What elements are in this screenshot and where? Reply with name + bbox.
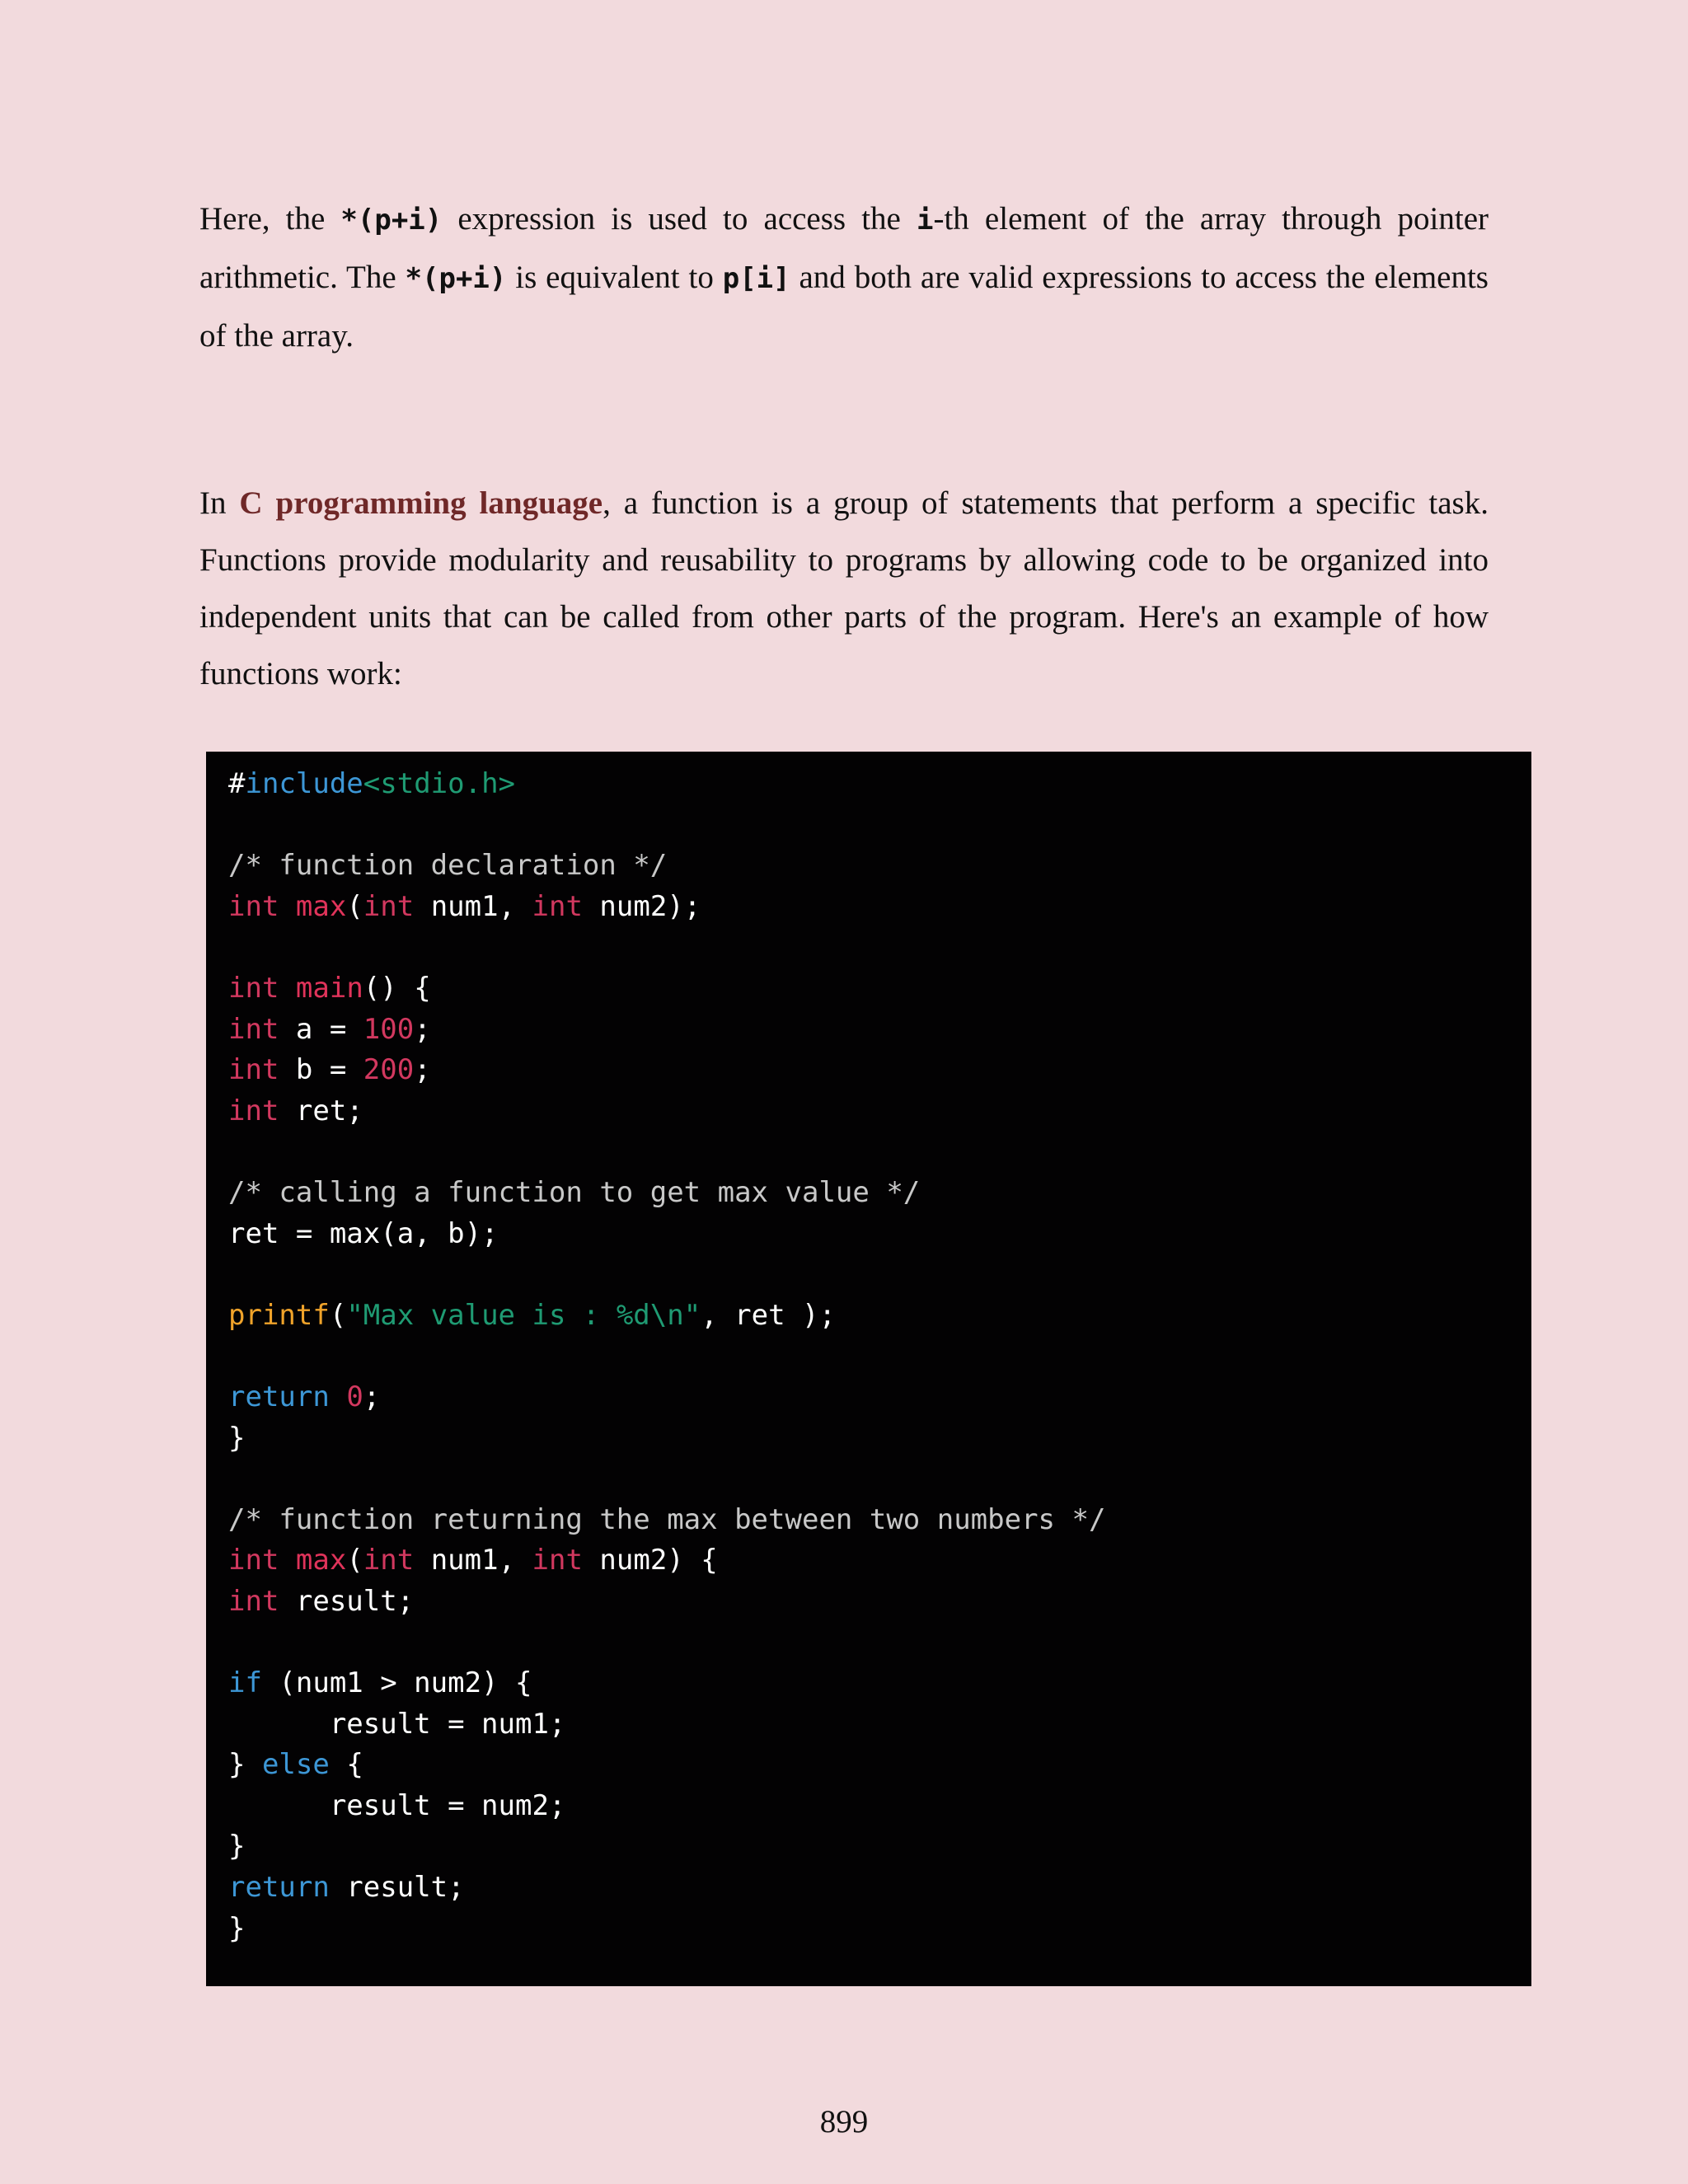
code-token: ; [414, 1053, 431, 1087]
code-token: int [228, 971, 279, 1005]
code-line [228, 1500, 1531, 1541]
code-line [228, 805, 1531, 846]
code-line [228, 1296, 1531, 1337]
code-token: ( [346, 1544, 363, 1577]
code-line [228, 968, 1531, 1010]
code-token [279, 972, 295, 1005]
code-token: include [245, 767, 363, 800]
code-token: /* function returning the max between two numbers */ [228, 1502, 1106, 1536]
text-run: In [199, 485, 240, 521]
code-line [228, 1622, 1531, 1663]
code-token: int [532, 889, 583, 923]
code-token: { [329, 1748, 363, 1782]
inline-code: *(p+i) [405, 262, 507, 295]
code-token: result; [279, 1584, 415, 1618]
code-token: max [295, 889, 347, 923]
code-line [228, 1173, 1531, 1214]
text-run: and both are valid expressions to access the elements of the array. [199, 260, 1489, 354]
code-token: () { [363, 971, 431, 1005]
paragraph-functions-intro [199, 475, 1489, 702]
code-token: if [228, 1666, 262, 1700]
code-token: <stdio.h> [363, 767, 516, 800]
text-run: -th element of the array through pointer arithmetic. The [199, 201, 1489, 295]
code-token: } [228, 1421, 246, 1455]
page-number: 899 [819, 2104, 869, 2139]
code-token: int [363, 889, 415, 923]
code-line [228, 1663, 1531, 1704]
code-token: int [228, 889, 279, 923]
text-run: is equivalent to [506, 260, 723, 295]
code-token: printf [228, 1298, 330, 1332]
code-token: result; [329, 1871, 465, 1905]
code-token: /* function declaration */ [228, 849, 668, 883]
code-line [228, 1582, 1531, 1623]
code-token: int [532, 1544, 583, 1577]
code-token: ret; [279, 1094, 363, 1127]
code-token: return [228, 1871, 330, 1905]
inline-code: p[i] [722, 262, 790, 295]
code-line [228, 1418, 1531, 1460]
code-token [330, 1380, 346, 1413]
code-token: num2); [582, 889, 701, 923]
code-line [228, 1050, 1531, 1091]
code-line [228, 1459, 1531, 1500]
paragraph-pointer-arithmetic [199, 190, 1489, 364]
code-token: a = [279, 1012, 363, 1046]
code-token: else [261, 1748, 330, 1782]
code-token: result = num1; [228, 1707, 566, 1741]
highlighted-term: C programming language [239, 485, 603, 521]
code-token: int [228, 1584, 279, 1618]
code-line [228, 846, 1531, 887]
code-token: ( [329, 1298, 347, 1332]
code-line [228, 1826, 1531, 1868]
code-token: "Max value is : %d\n" [346, 1298, 701, 1332]
code-token: int [363, 1544, 415, 1577]
code-line [228, 1540, 1531, 1582]
code-token: 100 [363, 1012, 415, 1046]
code-token: b = [279, 1053, 363, 1087]
code-line [228, 1909, 1531, 1950]
code-line [228, 1745, 1531, 1786]
code-token: ; [414, 1012, 431, 1046]
code-token: int [228, 1544, 279, 1577]
code-line [228, 1254, 1531, 1296]
code-token: , ret ); [701, 1298, 836, 1332]
code-line [228, 927, 1531, 968]
code-token: (num1 > num2) { [261, 1666, 532, 1700]
code-line [228, 1704, 1531, 1746]
code-line [228, 1786, 1531, 1827]
code-line [228, 1214, 1531, 1255]
code-token: 0 [346, 1380, 363, 1413]
code-token: num2) { [582, 1544, 718, 1577]
code-line [228, 1132, 1531, 1173]
code-token [279, 1544, 295, 1577]
code-line [228, 1010, 1531, 1051]
code-token: int [228, 1012, 279, 1046]
inline-code: *(p+i) [340, 204, 443, 237]
code-token: } [228, 1911, 246, 1945]
code-token: ; [363, 1380, 381, 1413]
code-line [228, 887, 1531, 928]
code-token: return [228, 1380, 330, 1413]
code-token: result = num2; [228, 1788, 566, 1822]
code-token: int [228, 1053, 279, 1087]
code-token: ret = max(a, b); [228, 1216, 499, 1250]
code-token [279, 890, 295, 923]
code-line [228, 1868, 1531, 1909]
text-run: Here, the [199, 201, 341, 237]
code-token: } [228, 1748, 262, 1782]
inline-code: i [917, 204, 934, 237]
text-run: expression is used to access the [442, 201, 917, 237]
code-line [228, 1377, 1531, 1418]
code-block [206, 752, 1531, 1986]
code-token: ( [346, 889, 363, 923]
code-token: # [228, 767, 246, 800]
code-line [228, 1336, 1531, 1377]
code-line [228, 764, 1531, 805]
code-token: main [295, 971, 363, 1005]
text-run: , a function is a group of statements that perform a specific task. Functions provide modularity and reusability to programs by allowing code to be organized into independent units that can be called from other parts of the program. Here's an example of how functions work: [199, 485, 1489, 691]
code-token: num1, [414, 1544, 532, 1577]
code-token: max [295, 1544, 347, 1577]
code-token: /* calling a function to get max value */ [228, 1175, 921, 1209]
code-token: 200 [363, 1053, 415, 1087]
code-line [228, 1091, 1531, 1132]
code-token: int [228, 1094, 279, 1127]
code-token: num1, [414, 889, 532, 923]
code-token: } [228, 1830, 246, 1863]
